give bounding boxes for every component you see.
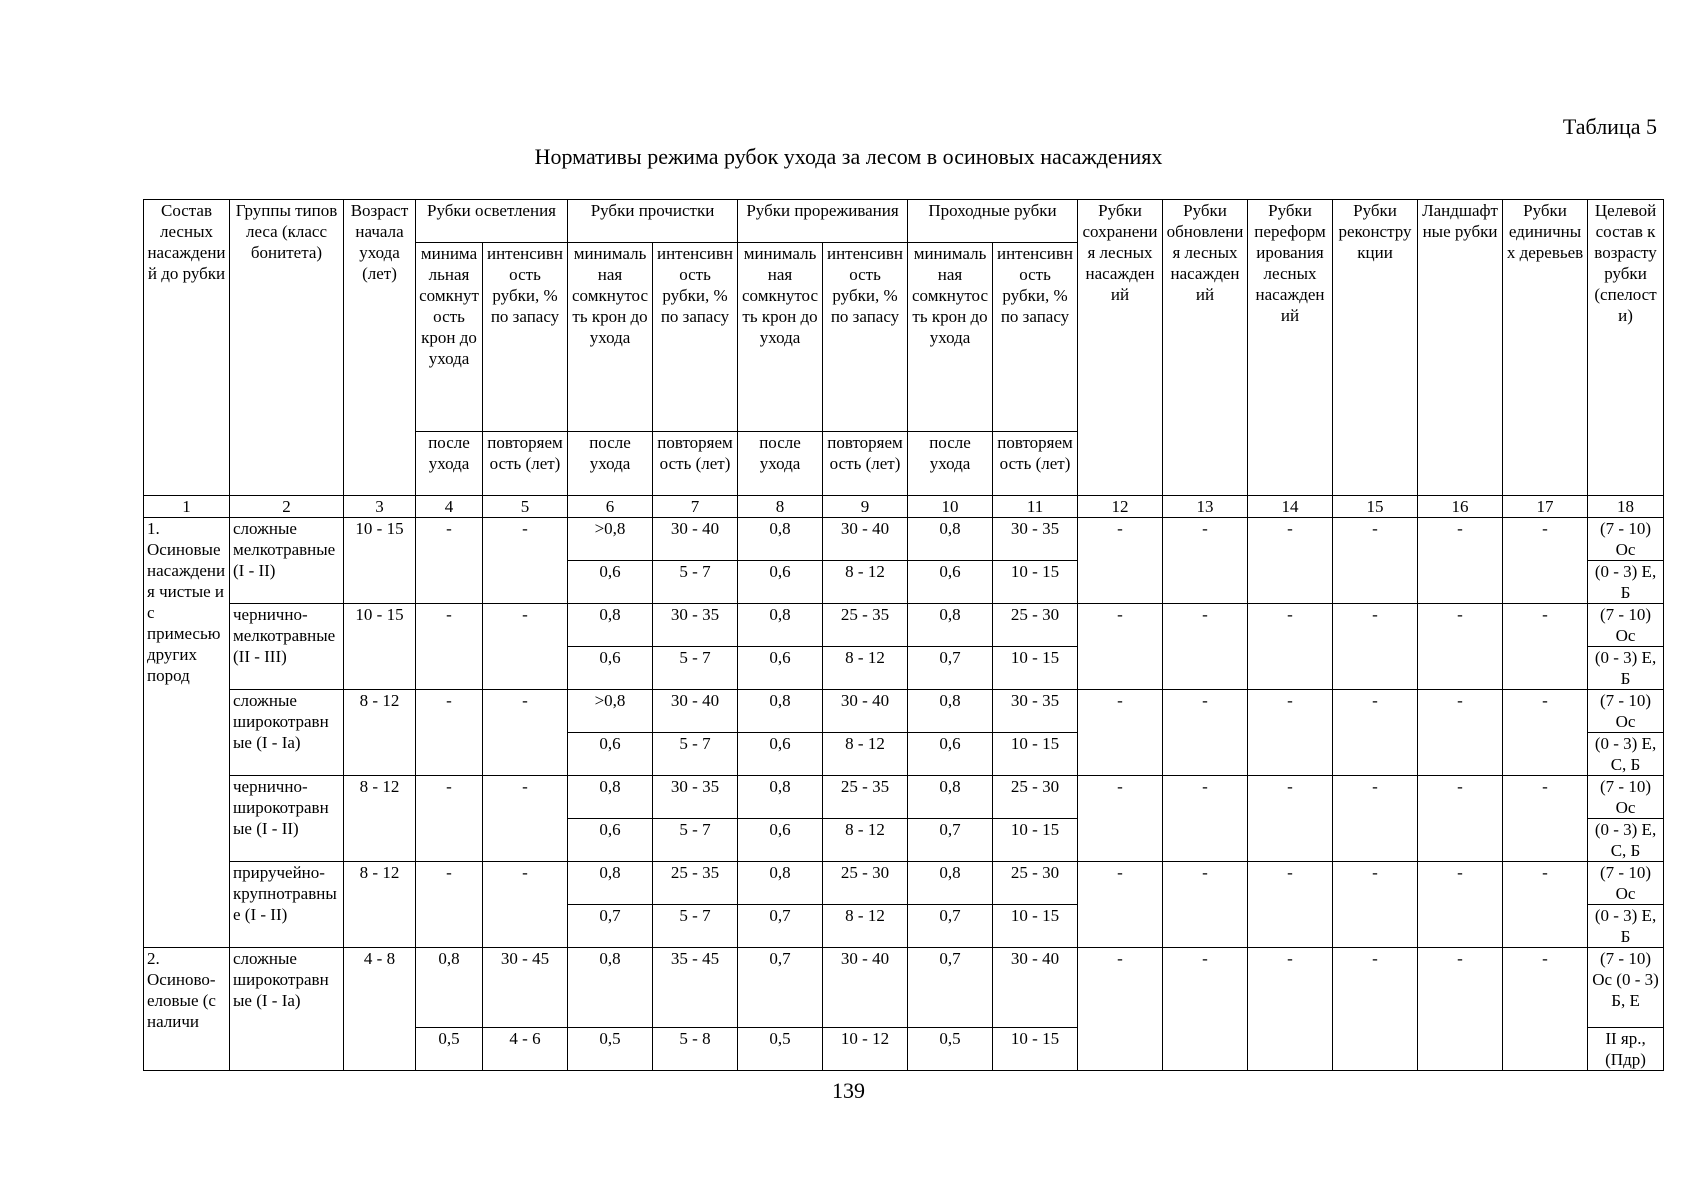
- target-cell: (0 - 3) Е, Б: [1588, 905, 1664, 948]
- value-cell: 0,8: [568, 604, 653, 647]
- dash-cell: -: [1503, 948, 1588, 1071]
- value-cell: 8 - 12: [823, 905, 908, 948]
- column-number: 10: [908, 496, 993, 518]
- value-cell: 30 - 35: [653, 776, 738, 819]
- value-cell: -: [416, 776, 483, 862]
- header-repeat: повторяемость (лет): [483, 432, 568, 496]
- value-cell: 5 - 7: [653, 733, 738, 776]
- value-cell: 30 - 35: [993, 518, 1078, 561]
- target-cell: (7 - 10) Ос: [1588, 776, 1664, 819]
- value-cell: 30 - 40: [653, 518, 738, 561]
- value-cell: 4 - 6: [483, 1028, 568, 1071]
- target-cell: (7 - 10) Ос: [1588, 518, 1664, 561]
- value-cell: 5 - 7: [653, 647, 738, 690]
- dash-cell: -: [1248, 862, 1333, 948]
- table-label: Таблица 5: [1562, 114, 1657, 139]
- column-number: 5: [483, 496, 568, 518]
- value-cell: -: [416, 690, 483, 776]
- value-cell: >0,8: [568, 690, 653, 733]
- header-repeat: повторяемость (лет): [823, 432, 908, 496]
- value-cell: 30 - 40: [823, 518, 908, 561]
- value-cell: 35 - 45: [653, 948, 738, 1028]
- target-cell: (7 - 10) Ос: [1588, 604, 1664, 647]
- column-number: 9: [823, 496, 908, 518]
- start-age-cell: 10 - 15: [344, 604, 416, 690]
- value-cell: 10 - 15: [993, 905, 1078, 948]
- value-cell: 30 - 40: [993, 948, 1078, 1028]
- header-min-density: минимальная сомкнутость крон до ухода: [416, 243, 483, 432]
- dash-cell: -: [1503, 690, 1588, 776]
- header-repeat: повторяемость (лет): [653, 432, 738, 496]
- dash-cell: -: [1418, 690, 1503, 776]
- start-age-cell: 4 - 8: [344, 948, 416, 1071]
- target-cell: II яр., (Пдр): [1588, 1028, 1664, 1071]
- start-age-cell: 10 - 15: [344, 518, 416, 604]
- column-number: 4: [416, 496, 483, 518]
- target-cell: (7 - 10) Ос: [1588, 690, 1664, 733]
- value-cell: 0,5: [908, 1028, 993, 1071]
- value-cell: 0,7: [568, 905, 653, 948]
- dash-cell: -: [1163, 690, 1248, 776]
- composition-cell: 2. Осиново-еловые (с наличи: [144, 948, 230, 1071]
- value-cell: 8 - 12: [823, 647, 908, 690]
- value-cell: 25 - 30: [993, 862, 1078, 905]
- dash-cell: -: [1078, 776, 1163, 862]
- dash-cell: -: [1503, 604, 1588, 690]
- header-intensity: интенсивность рубки, % по запасу: [823, 243, 908, 432]
- value-cell: 0,8: [908, 776, 993, 819]
- page-number: 139: [832, 1078, 865, 1103]
- value-cell: 0,8: [908, 518, 993, 561]
- dash-cell: -: [1333, 948, 1418, 1071]
- column-number: 12: [1078, 496, 1163, 518]
- header-reformation: Рубки переформирования лесных насаждений: [1248, 200, 1333, 496]
- target-cell: (0 - 3) Е, С, Б: [1588, 819, 1664, 862]
- value-cell: -: [483, 862, 568, 948]
- value-cell: 5 - 7: [653, 905, 738, 948]
- column-number: 6: [568, 496, 653, 518]
- header-min-density: минимальная сомкнутость крон до ухода: [738, 243, 823, 432]
- dash-cell: -: [1418, 862, 1503, 948]
- value-cell: -: [416, 862, 483, 948]
- value-cell: >0,8: [568, 518, 653, 561]
- dash-cell: -: [1418, 776, 1503, 862]
- column-numbers-row: [144, 496, 1664, 518]
- value-cell: 0,8: [738, 604, 823, 647]
- start-age-cell: 8 - 12: [344, 690, 416, 776]
- header-conservation: Рубки сохранения лесных насаждений: [1078, 200, 1163, 496]
- dash-cell: -: [1163, 948, 1248, 1071]
- header-start-age: Возраст начала ухода (лет): [344, 200, 416, 496]
- header-cleaning: Рубки прочистки: [568, 200, 738, 243]
- dash-cell: -: [1418, 518, 1503, 604]
- header-intensity: интенсивность рубки, % по запасу: [993, 243, 1078, 432]
- header-thinning: Рубки прореживания: [738, 200, 908, 243]
- target-cell: (0 - 3) Е, С, Б: [1588, 733, 1664, 776]
- value-cell: 0,7: [908, 819, 993, 862]
- dash-cell: -: [1248, 518, 1333, 604]
- value-cell: 25 - 35: [653, 862, 738, 905]
- header-repeat: повторяемость (лет): [993, 432, 1078, 496]
- header-reconstruction: Рубки реконструкции: [1333, 200, 1418, 496]
- value-cell: 0,5: [568, 1028, 653, 1071]
- value-cell: -: [483, 604, 568, 690]
- value-cell: 0,8: [908, 604, 993, 647]
- column-number: 13: [1163, 496, 1248, 518]
- value-cell: 0,6: [568, 733, 653, 776]
- value-cell: 10 - 15: [993, 819, 1078, 862]
- forest-type-cell: чернично-мелкотравные (II - III): [230, 604, 344, 690]
- target-cell: (7 - 10) Ос (0 - 3) Б, Е: [1588, 948, 1664, 1028]
- table-row: [144, 948, 1664, 1028]
- dash-cell: -: [1333, 776, 1418, 862]
- column-number: 8: [738, 496, 823, 518]
- value-cell: 0,6: [568, 819, 653, 862]
- value-cell: 0,7: [908, 905, 993, 948]
- dash-cell: -: [1163, 862, 1248, 948]
- value-cell: 0,6: [738, 733, 823, 776]
- header-after-care: после ухода: [738, 432, 823, 496]
- header-composition: Состав лесных насаждений до рубки: [144, 200, 230, 496]
- forest-type-cell: сложные широкотравные (I - Iа): [230, 690, 344, 776]
- target-cell: (0 - 3) Е, Б: [1588, 647, 1664, 690]
- value-cell: 0,8: [738, 862, 823, 905]
- header-single-trees: Рубки единичных деревьев: [1503, 200, 1588, 496]
- table-row: [144, 604, 1664, 647]
- dash-cell: -: [1248, 690, 1333, 776]
- value-cell: 0,6: [908, 561, 993, 604]
- dash-cell: -: [1078, 948, 1163, 1071]
- value-cell: 0,6: [568, 647, 653, 690]
- dash-cell: -: [1163, 604, 1248, 690]
- column-number: 3: [344, 496, 416, 518]
- table-row: [144, 690, 1664, 733]
- target-cell: (0 - 3) Е, Б: [1588, 561, 1664, 604]
- value-cell: 30 - 35: [993, 690, 1078, 733]
- value-cell: 0,6: [568, 561, 653, 604]
- forest-type-cell: сложные мелкотравные (I - II): [230, 518, 344, 604]
- document-title: Нормативы режима рубок ухода за лесом в осиновых насаждениях: [534, 144, 1163, 169]
- value-cell: 10 - 15: [993, 733, 1078, 776]
- value-cell: 30 - 40: [653, 690, 738, 733]
- value-cell: 25 - 35: [823, 604, 908, 647]
- value-cell: 30 - 40: [823, 948, 908, 1028]
- column-number: 1: [144, 496, 230, 518]
- dash-cell: -: [1418, 948, 1503, 1071]
- table-row: [144, 776, 1664, 819]
- header-intensity: интенсивность рубки, % по запасу: [653, 243, 738, 432]
- value-cell: 8 - 12: [823, 819, 908, 862]
- dash-cell: -: [1418, 604, 1503, 690]
- header-target: Целевой состав к возрасту рубки (спелости): [1588, 200, 1664, 496]
- dash-cell: -: [1163, 518, 1248, 604]
- composition-cell: 1. Осиновые насаждения чистые и с примесью других пород: [144, 518, 230, 948]
- value-cell: 0,5: [416, 1028, 483, 1071]
- value-cell: 0,6: [738, 819, 823, 862]
- header-min-density: минимальная сомкнутость крон до ухода: [568, 243, 653, 432]
- dash-cell: -: [1333, 604, 1418, 690]
- value-cell: 25 - 30: [993, 604, 1078, 647]
- value-cell: 30 - 45: [483, 948, 568, 1028]
- value-cell: 0,6: [738, 561, 823, 604]
- value-cell: 8 - 12: [823, 733, 908, 776]
- header-forest-type-groups: Группы типов леса (класс бонитета): [230, 200, 344, 496]
- dash-cell: -: [1163, 776, 1248, 862]
- column-number: 17: [1503, 496, 1588, 518]
- norms-table: [143, 199, 1664, 1071]
- target-cell: (7 - 10) Ос: [1588, 862, 1664, 905]
- value-cell: -: [483, 690, 568, 776]
- value-cell: 0,8: [568, 948, 653, 1028]
- column-number: 16: [1418, 496, 1503, 518]
- dash-cell: -: [1503, 518, 1588, 604]
- header-after-care: после ухода: [908, 432, 993, 496]
- value-cell: 10 - 15: [993, 561, 1078, 604]
- table-row: [144, 862, 1664, 905]
- dash-cell: -: [1503, 776, 1588, 862]
- dash-cell: -: [1078, 604, 1163, 690]
- column-number: 18: [1588, 496, 1664, 518]
- value-cell: 0,6: [908, 733, 993, 776]
- column-number: 14: [1248, 496, 1333, 518]
- dash-cell: -: [1078, 690, 1163, 776]
- dash-cell: -: [1078, 862, 1163, 948]
- value-cell: -: [416, 604, 483, 690]
- column-number: 11: [993, 496, 1078, 518]
- dash-cell: -: [1333, 690, 1418, 776]
- dash-cell: -: [1248, 604, 1333, 690]
- value-cell: 5 - 7: [653, 819, 738, 862]
- value-cell: 0,7: [738, 948, 823, 1028]
- value-cell: 0,8: [568, 862, 653, 905]
- dash-cell: -: [1078, 518, 1163, 604]
- header-intensity: интенсивность рубки, % по запасу: [483, 243, 568, 432]
- value-cell: 0,7: [908, 948, 993, 1028]
- forest-type-cell: сложные широкотравные (I - Iа): [230, 948, 344, 1071]
- value-cell: 0,7: [738, 905, 823, 948]
- value-cell: 0,8: [908, 862, 993, 905]
- value-cell: 30 - 40: [823, 690, 908, 733]
- column-number: 15: [1333, 496, 1418, 518]
- value-cell: -: [416, 518, 483, 604]
- column-number: 7: [653, 496, 738, 518]
- value-cell: 5 - 7: [653, 561, 738, 604]
- start-age-cell: 8 - 12: [344, 776, 416, 862]
- value-cell: 0,5: [738, 1028, 823, 1071]
- dash-cell: -: [1248, 948, 1333, 1071]
- value-cell: 10 - 15: [993, 1028, 1078, 1071]
- dash-cell: -: [1333, 518, 1418, 604]
- forest-type-cell: приручейно-крупнотравные (I - II): [230, 862, 344, 948]
- dash-cell: -: [1503, 862, 1588, 948]
- header-after-care: после ухода: [568, 432, 653, 496]
- value-cell: 25 - 30: [993, 776, 1078, 819]
- dash-cell: -: [1333, 862, 1418, 948]
- value-cell: 8 - 12: [823, 561, 908, 604]
- value-cell: -: [483, 776, 568, 862]
- header-lightening: Рубки осветления: [416, 200, 568, 243]
- header-passage: Проходные рубки: [908, 200, 1078, 243]
- header-after-care: после ухода: [416, 432, 483, 496]
- value-cell: 0,8: [908, 690, 993, 733]
- value-cell: 0,8: [738, 776, 823, 819]
- value-cell: 10 - 15: [993, 647, 1078, 690]
- header-landscape: Ландшафтные рубки: [1418, 200, 1503, 496]
- dash-cell: -: [1248, 776, 1333, 862]
- header-min-density: минимальная сомкнутость крон до ухода: [908, 243, 993, 432]
- value-cell: 5 - 8: [653, 1028, 738, 1071]
- value-cell: 10 - 12: [823, 1028, 908, 1071]
- column-number: 2: [230, 496, 344, 518]
- start-age-cell: 8 - 12: [344, 862, 416, 948]
- value-cell: 0,7: [908, 647, 993, 690]
- value-cell: 25 - 30: [823, 862, 908, 905]
- value-cell: 0,6: [738, 647, 823, 690]
- value-cell: 30 - 35: [653, 604, 738, 647]
- value-cell: 0,8: [738, 518, 823, 561]
- table-row: [144, 518, 1664, 561]
- header-renewal: Рубки обновления лесных насаждений: [1163, 200, 1248, 496]
- value-cell: 0,8: [738, 690, 823, 733]
- value-cell: 0,8: [568, 776, 653, 819]
- value-cell: -: [483, 518, 568, 604]
- value-cell: 0,8: [416, 948, 483, 1028]
- value-cell: 25 - 35: [823, 776, 908, 819]
- forest-type-cell: чернично-широкотравные (I - II): [230, 776, 344, 862]
